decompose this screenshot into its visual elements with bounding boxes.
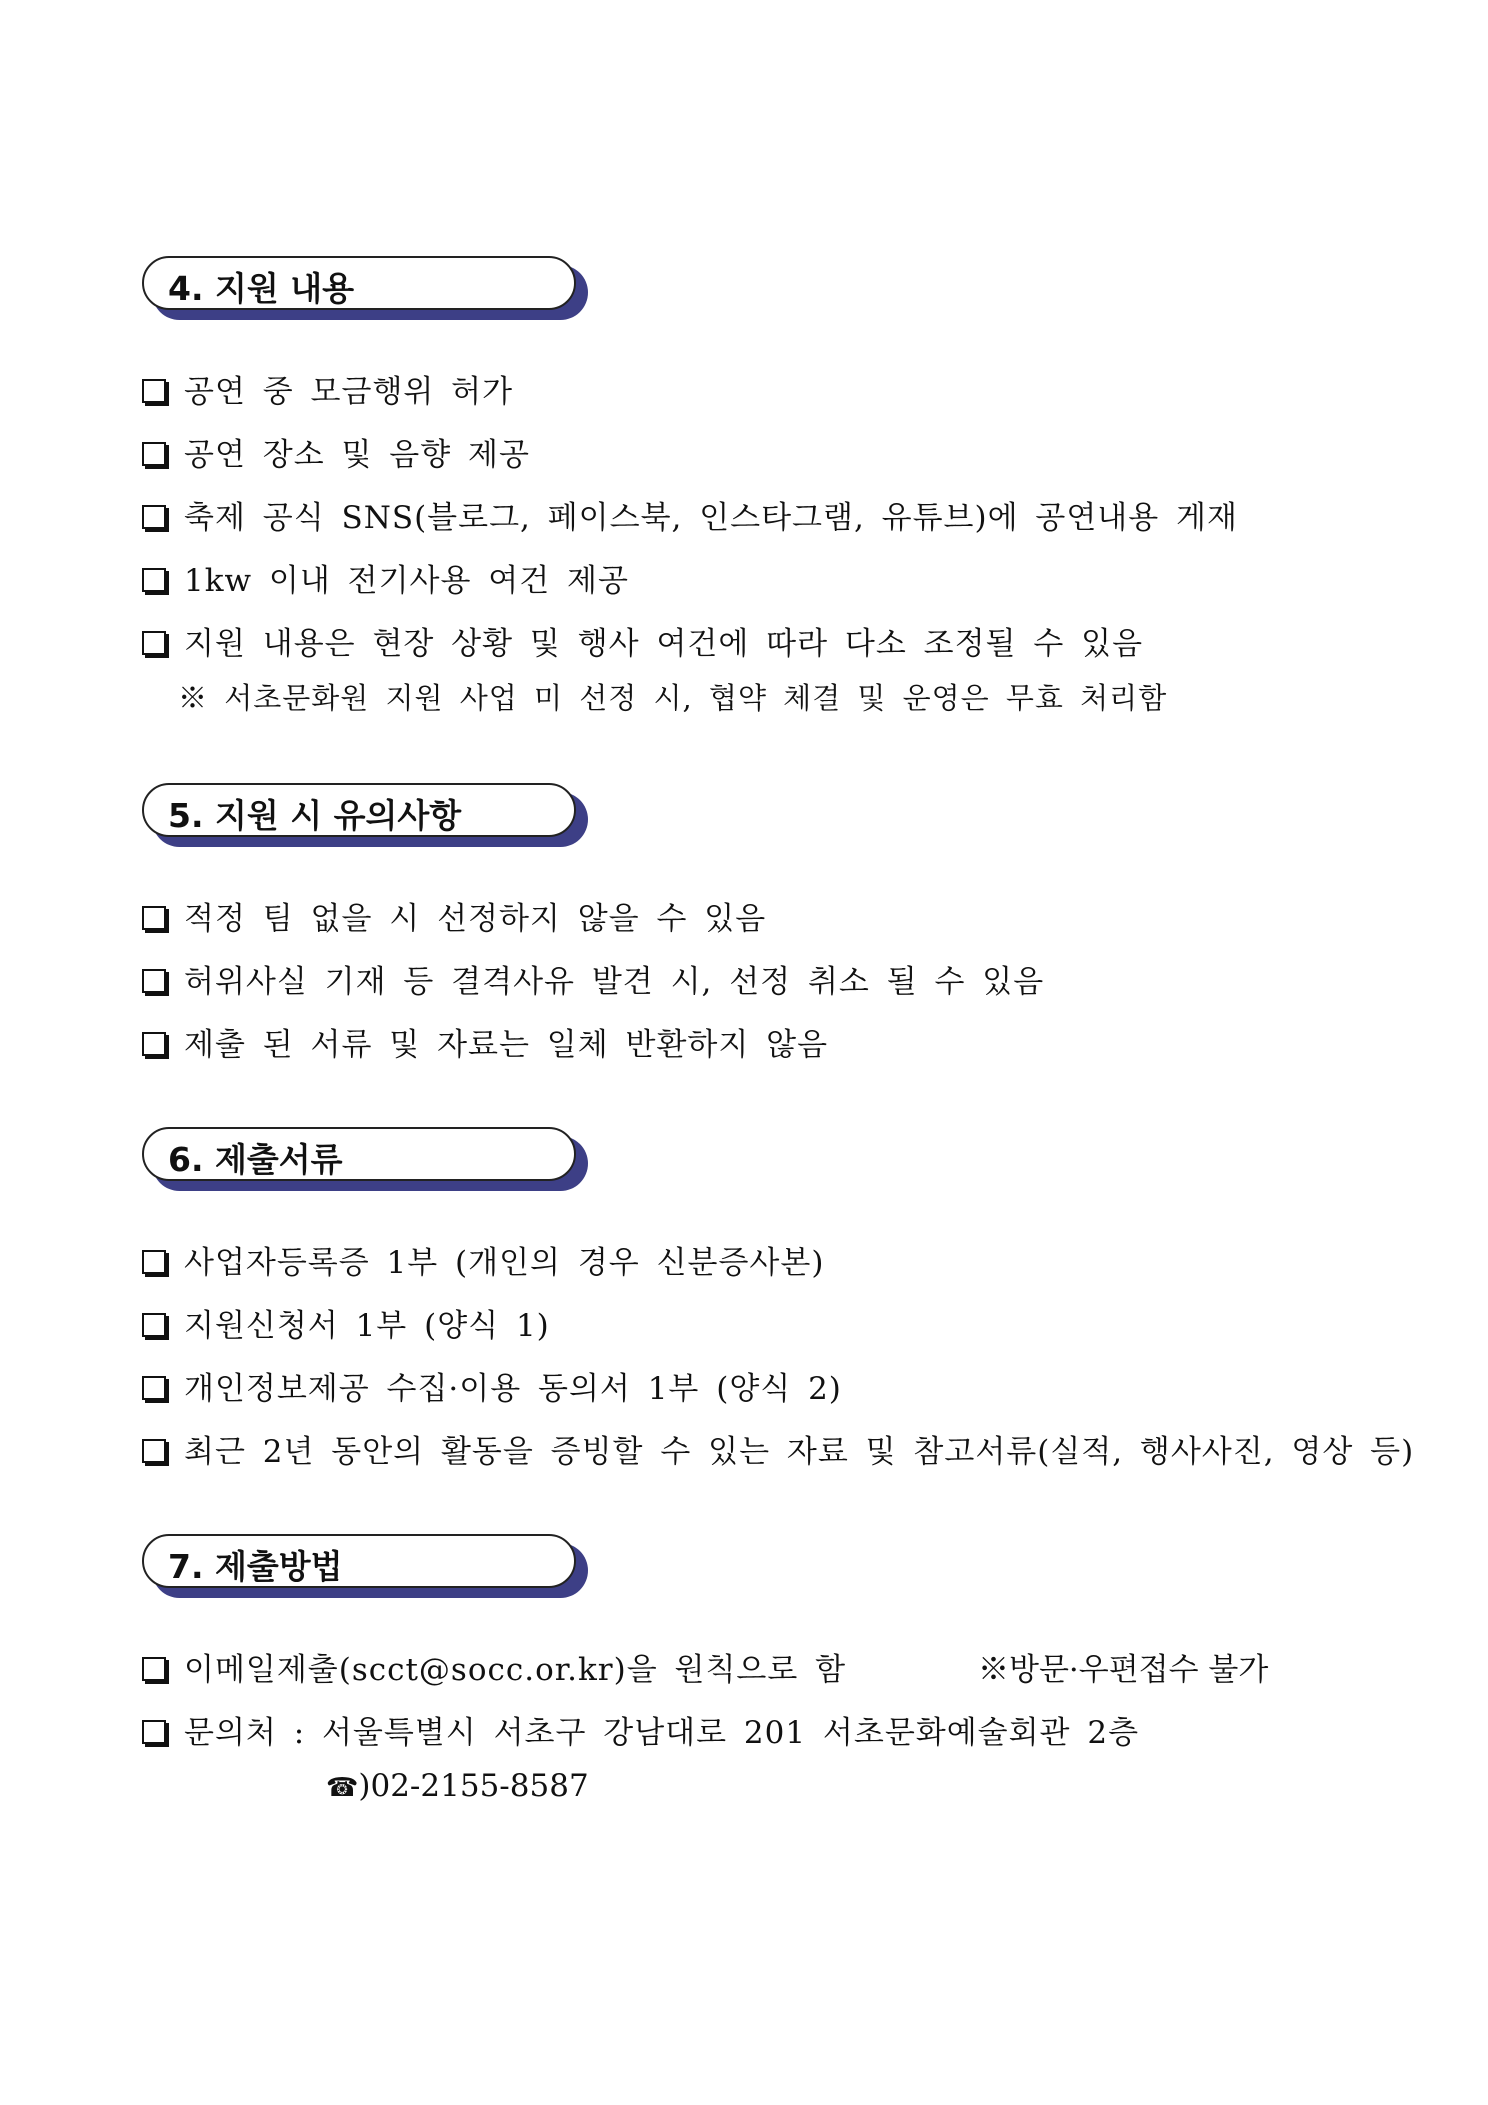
checkbox-icon	[142, 969, 166, 993]
list-item: 1kw 이내 전기사용 여건 제공	[142, 555, 629, 600]
phone-number: )02-2155-8587	[358, 1768, 589, 1804]
checkbox-icon	[142, 568, 166, 592]
checkbox-icon	[142, 379, 166, 403]
section-6-title: 6. 제출서류	[168, 1140, 343, 1179]
list-item: 사업자등록증 1부 (개인의 경우 신분증사본)	[142, 1237, 824, 1282]
list-item: 지원신청서 1부 (양식 1)	[142, 1300, 550, 1345]
list-item: 적정 팀 없을 시 선정하지 않을 수 있음	[142, 893, 766, 938]
contact-phone	[326, 1768, 589, 1804]
checkbox-icon	[142, 1720, 166, 1744]
section-5-title: 5. 지원 시 유의사항	[168, 796, 462, 835]
checkbox-icon	[142, 1657, 166, 1681]
list-item: 개인정보제공 수집·이용 동의서 1부 (양식 2)	[142, 1363, 842, 1408]
list-item: 축제 공식 SNS(블로그, 페이스북, 인스타그램, 유튜브)에 공연내용 게재	[142, 492, 1238, 537]
list-item: 최근 2년 동안의 활동을 증빙할 수 있는 자료 및 참고서류(실적, 행사사진, 영상 등)	[142, 1426, 1414, 1471]
section-4-title: 4. 지원 내용	[168, 269, 354, 308]
section-4-note: ※ 서초문화원 지원 사업 미 선정 시, 협약 체결 및 운영은 무효 처리함	[178, 681, 1168, 715]
list-item: 허위사실 기재 등 결격사유 발견 시, 선정 취소 될 수 있음	[142, 956, 1044, 1001]
list-item: 문의처 : 서울특별시 서초구 강남대로 201 서초문화예술회관 2층	[142, 1707, 1139, 1752]
section-6-header	[142, 1127, 588, 1191]
section-7-title: 7. 제출방법	[168, 1547, 343, 1586]
telephone-icon: ☎	[326, 1773, 359, 1803]
submission-restriction-note: ※방문·우편접수 불가	[978, 1652, 1269, 1688]
section-4-header	[142, 256, 588, 320]
list-item: 공연 중 모금행위 허가	[142, 366, 513, 411]
section-7-header	[142, 1534, 588, 1598]
checkbox-icon	[142, 442, 166, 466]
list-item: 제출 된 서류 및 자료는 일체 반환하지 않음	[142, 1019, 828, 1064]
checkbox-icon	[142, 631, 166, 655]
checkbox-icon	[142, 1032, 166, 1056]
checkbox-icon	[142, 1250, 166, 1274]
checkbox-icon	[142, 1439, 166, 1463]
list-item: 공연 장소 및 음향 제공	[142, 429, 530, 474]
section-5-header	[142, 783, 588, 847]
checkbox-icon	[142, 906, 166, 930]
list-item: 이메일제출(scct@socc.or.kr)을 원칙으로 함	[142, 1644, 846, 1689]
checkbox-icon	[142, 505, 166, 529]
checkbox-icon	[142, 1313, 166, 1337]
list-item: 지원 내용은 현장 상황 및 행사 여건에 따라 다소 조정될 수 있음	[142, 618, 1143, 663]
checkbox-icon	[142, 1376, 166, 1400]
